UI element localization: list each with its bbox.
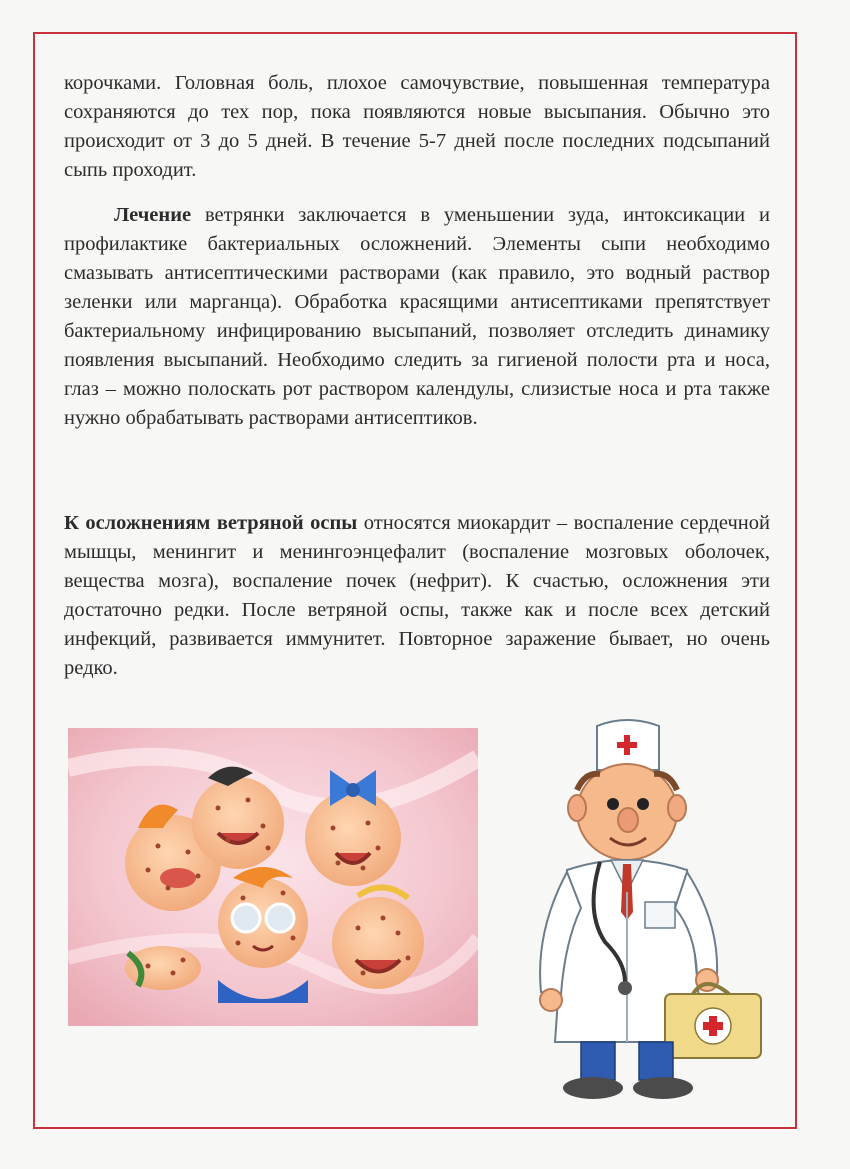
paragraph-symptoms-text: корочками. Головная боль, плохое самочувствие, повышенная температура сохраняются до тех пор, пока появляются новые высыпания. Обычно это происходит от 3 до 5 дней. В течение 5-7 дней после последних подсыпаний сыпь проходит. <box>64 72 770 181</box>
paragraph-treatment <box>64 201 770 433</box>
doctor-illustration <box>505 712 767 1104</box>
children-chickenpox-illustration <box>68 728 478 1026</box>
treatment-heading: Лечение <box>114 204 192 226</box>
complications-text: относятся миокардит – воспаление сердечной мышцы, менингит и менингоэнцефалит (воспаление мозговых оболочек, вещества мозга), воспаление почек (нефрит). К счастью, осложнения эти достаточно редки. После ветряной оспы, также как и после всех детский инфекций, развивается иммунитет. Повторное заражение бывает, но очень редко. <box>64 512 770 679</box>
complications-heading: К осложнениям ветряной оспы <box>64 512 358 534</box>
paragraph-complications <box>64 509 770 683</box>
paragraph-symptoms <box>64 69 770 185</box>
treatment-text: ветрянки заключается в уменьшении зуда, интоксикации и профилактике бактериальных осложнений. Элементы сыпи необходимо смазывать антисептическими растворами (как правило, это водный раствор зеленки или марганца). Обработка красящими антисептиками препятствует бактериальному инфицированию высыпаний, позволяет отследить динамику появления высыпаний. Необходимо следить за гигиеной полости рта и носа, глаз – можно полоскать рот раствором календулы, слизистые носа и рта также нужно обрабатывать растворами антисептиков. <box>64 204 770 429</box>
